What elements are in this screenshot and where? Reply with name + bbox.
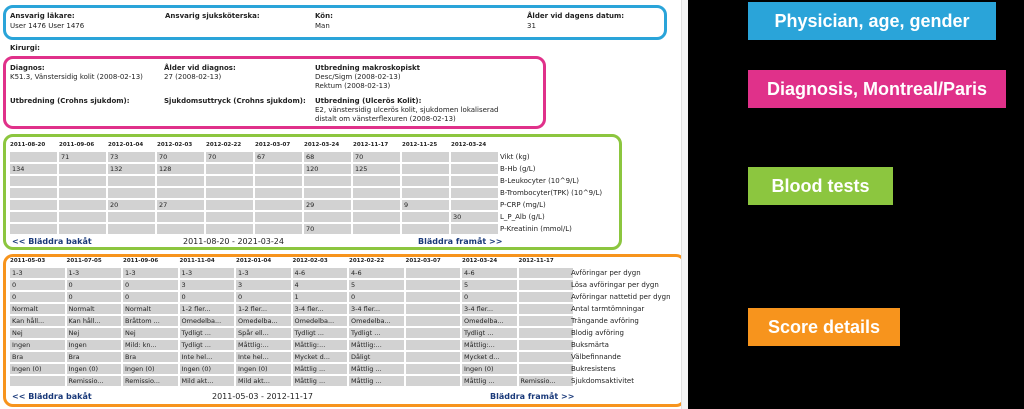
table-cell: Tydligt ...: [180, 328, 235, 338]
date-header: 2012-01-04: [236, 258, 272, 264]
table-cell: [353, 200, 400, 210]
table-cell: [255, 200, 302, 210]
table-cell: [451, 200, 498, 210]
table-cell: [402, 164, 449, 174]
table-cell: [206, 176, 253, 186]
table-cell: 27: [157, 200, 204, 210]
age-at-diagnosis-label: Ålder vid diagnos:: [164, 64, 236, 72]
table-cell: [353, 212, 400, 222]
age-label: Ålder vid dagens datum:: [527, 12, 625, 20]
table-cell: 0: [123, 292, 178, 302]
table-cell: Mycket d...: [462, 352, 517, 362]
table-cell: 1: [293, 292, 348, 302]
table-cell: [451, 176, 498, 186]
date-header: 2012-11-17: [353, 142, 389, 148]
table-cell: [255, 176, 302, 186]
table-cell: [406, 328, 461, 338]
surgery-label: Kirurgi:: [10, 44, 40, 52]
table-cell: [304, 176, 351, 186]
table-cell: [402, 152, 449, 162]
diagnosis-section-box: [3, 56, 546, 129]
date-header: 2012-02-03: [157, 142, 193, 148]
table-cell: 1-3: [123, 268, 178, 278]
table-cell: [59, 200, 106, 210]
table-cell: 4-6: [462, 268, 517, 278]
table-cell: [108, 212, 155, 222]
table-cell: [406, 376, 461, 386]
uc-extent-label: Utbredning (Ulcerös Kolit):: [315, 97, 422, 105]
table-cell: [406, 292, 461, 302]
table-cell: 73: [108, 152, 155, 162]
table-cell: Normalt: [123, 304, 178, 314]
gender-label: Kön:: [315, 12, 333, 20]
table-cell: [402, 224, 449, 234]
table-cell: 3-4 fler...: [349, 304, 404, 314]
table-cell: [10, 188, 57, 198]
date-header: 2012-02-22: [206, 142, 242, 148]
table-cell: Mild akt...: [236, 376, 291, 386]
table-cell: Omedelba...: [462, 316, 517, 326]
table-cell: [157, 224, 204, 234]
table-cell: Tydligt ...: [349, 328, 404, 338]
table-cell: 3: [236, 280, 291, 290]
table-cell: 4-6: [349, 268, 404, 278]
row-label: Lösa avföringar per dygn: [571, 281, 659, 289]
table-cell: [10, 200, 57, 210]
table-cell: [406, 352, 461, 362]
table-cell: [353, 188, 400, 198]
table-cell: [157, 176, 204, 186]
table-cell: 1-3: [10, 268, 65, 278]
table-cell: 4-6: [293, 268, 348, 278]
table-cell: Ingen (0): [236, 364, 291, 374]
legend-blood-tests: Blood tests: [748, 167, 893, 205]
table-cell: 30: [451, 212, 498, 222]
table-cell: Måttlig ...: [349, 364, 404, 374]
table-cell: Nej: [67, 328, 122, 338]
date-header: 2011-05-03: [10, 258, 46, 264]
table-cell: 5: [349, 280, 404, 290]
table-cell: 1-3: [236, 268, 291, 278]
table-cell: Måttlig ...: [293, 376, 348, 386]
table-cell: [406, 268, 461, 278]
row-label: Trängande avföring: [571, 317, 639, 325]
table-cell: Nej: [10, 328, 65, 338]
table-cell: [255, 164, 302, 174]
table-cell: [10, 212, 57, 222]
table-cell: Omedelba...: [236, 316, 291, 326]
date-header: 2012-03-24: [451, 142, 487, 148]
row-label: Antal tarmtömningar: [571, 305, 645, 313]
table-cell: Ingen (0): [462, 364, 517, 374]
table-cell: Spår ell...: [236, 328, 291, 338]
date-header: 2012-02-03: [292, 258, 328, 264]
table-cell: 70: [304, 224, 351, 234]
table-cell: Omedelba...: [293, 316, 348, 326]
row-label: L_P_Alb (g/L): [500, 213, 545, 221]
table-cell: [157, 212, 204, 222]
table-cell: [406, 364, 461, 374]
date-header: 2011-11-04: [179, 258, 215, 264]
table-cell: [206, 188, 253, 198]
blood-browse-forward-link[interactable]: Bläddra framåt >>: [418, 237, 503, 246]
date-header: 2012-02-22: [349, 258, 385, 264]
table-cell: 120: [304, 164, 351, 174]
physician-value: User 1476 User 1476: [10, 22, 85, 30]
table-cell: 3: [180, 280, 235, 290]
row-label: P-Kreatinin (mmol/L): [500, 225, 572, 233]
row-label: B-Trombocyter(TPK) (10^9/L): [500, 189, 603, 197]
table-cell: 68: [304, 152, 351, 162]
table-cell: [59, 176, 106, 186]
diagnosis-value: K51.3, Vänstersidig kolit (2008-02-13): [10, 73, 143, 81]
table-cell: [451, 224, 498, 234]
row-label: Avföringar nattetid per dygn: [571, 293, 671, 301]
table-cell: Måttlig ...: [462, 376, 517, 386]
score-browse-forward-link[interactable]: Bläddra framåt >>: [490, 392, 575, 401]
table-cell: 134: [10, 164, 57, 174]
table-cell: Måttlig:...: [236, 340, 291, 350]
table-cell: [451, 188, 498, 198]
table-cell: 0: [10, 292, 65, 302]
table-cell: 0: [180, 292, 235, 302]
table-cell: Inte hel...: [180, 352, 235, 362]
table-cell: [406, 280, 461, 290]
table-cell: [402, 188, 449, 198]
table-cell: Remissio...: [123, 376, 178, 386]
table-cell: 0: [10, 280, 65, 290]
date-header: 2011-09-06: [59, 142, 95, 148]
table-cell: [255, 224, 302, 234]
table-cell: Bra: [123, 352, 178, 362]
table-cell: [59, 212, 106, 222]
table-cell: 4: [293, 280, 348, 290]
date-header: 2012-03-07: [255, 142, 291, 148]
table-cell: 1-2 fler...: [236, 304, 291, 314]
table-cell: [519, 328, 574, 338]
nurse-label: Ansvarig sjuksköterska:: [165, 12, 260, 20]
table-cell: Remissio...: [519, 376, 574, 386]
table-cell: Normalt: [10, 304, 65, 314]
table-cell: Bra: [10, 352, 65, 362]
row-label: Avföringar per dygn: [571, 269, 641, 277]
table-cell: [255, 188, 302, 198]
date-header: 2012-03-24: [462, 258, 498, 264]
date-header: 2012-11-25: [402, 142, 438, 148]
table-cell: [255, 212, 302, 222]
table-cell: Normalt: [67, 304, 122, 314]
table-cell: Omedelba...: [180, 316, 235, 326]
table-cell: Bra: [67, 352, 122, 362]
row-label: B-Hb (g/L): [500, 165, 536, 173]
table-cell: 0: [462, 292, 517, 302]
table-cell: 3-4 fler...: [462, 304, 517, 314]
table-cell: [108, 224, 155, 234]
table-cell: [353, 224, 400, 234]
table-cell: Ingen (0): [10, 364, 65, 374]
legend-diagnosis: Diagnosis, Montreal/Paris: [748, 70, 1006, 108]
table-cell: [406, 340, 461, 350]
table-cell: [519, 364, 574, 374]
table-cell: 0: [349, 292, 404, 302]
table-cell: 0: [67, 280, 122, 290]
date-header: 2012-11-17: [518, 258, 554, 264]
table-cell: [519, 304, 574, 314]
table-cell: Ingen: [10, 340, 65, 350]
vertical-scrollbar[interactable]: [681, 0, 688, 409]
table-cell: [304, 212, 351, 222]
table-cell: 29: [304, 200, 351, 210]
table-cell: 1-3: [180, 268, 235, 278]
table-cell: 70: [206, 152, 253, 162]
table-cell: 1-2 fler...: [180, 304, 235, 314]
row-label: B-Leukocyter (10^9/L): [500, 177, 580, 185]
physician-label: Ansvarig läkare:: [10, 12, 75, 20]
table-cell: 0: [67, 292, 122, 302]
table-cell: 0: [123, 280, 178, 290]
table-cell: Omedelba...: [349, 316, 404, 326]
table-cell: Ingen (0): [180, 364, 235, 374]
table-cell: [519, 292, 574, 302]
table-cell: 9: [402, 200, 449, 210]
age-at-diagnosis-value: 27 (2008-02-13): [164, 73, 222, 81]
table-cell: [59, 188, 106, 198]
macroscopic-extent-label: Utbredning makroskopiskt: [315, 64, 421, 72]
table-cell: [519, 316, 574, 326]
table-cell: [519, 268, 574, 278]
score-browse-back-link[interactable]: << Bläddra bakåt: [12, 392, 92, 401]
row-label: Vikt (kg): [500, 153, 530, 161]
uc-extent-line2: distalt om vänsterflexuren (2008-02-13): [315, 115, 456, 123]
table-cell: [406, 316, 461, 326]
macroscopic-extent-line2: Rektum (2008-02-13): [315, 82, 391, 90]
table-cell: [10, 152, 57, 162]
table-cell: 70: [353, 152, 400, 162]
table-cell: Mycket d...: [293, 352, 348, 362]
table-cell: [108, 188, 155, 198]
date-header: 2011-09-06: [123, 258, 159, 264]
table-cell: [157, 188, 204, 198]
table-cell: [206, 164, 253, 174]
row-label: P-CRP (mg/L): [500, 201, 546, 209]
table-cell: [59, 164, 106, 174]
table-cell: Bråttom ...: [123, 316, 178, 326]
table-cell: Kan håll...: [67, 316, 122, 326]
table-cell: [59, 224, 106, 234]
legend-physician: Physician, age, gender: [748, 2, 996, 40]
physician-section-box: [3, 5, 667, 40]
table-cell: [10, 224, 57, 234]
table-cell: [304, 188, 351, 198]
table-cell: [206, 200, 253, 210]
table-cell: [402, 176, 449, 186]
table-cell: 20: [108, 200, 155, 210]
row-label: Sjukdomsaktivitet: [571, 377, 634, 385]
date-header: 2012-03-07: [405, 258, 441, 264]
table-cell: Måttlig ...: [293, 364, 348, 374]
table-cell: [451, 152, 498, 162]
table-cell: [353, 176, 400, 186]
table-cell: [10, 176, 57, 186]
table-cell: [519, 340, 574, 350]
table-cell: Ingen (0): [123, 364, 178, 374]
crohn-behaviour-label: Sjukdomsuttryck (Crohns sjukdom):: [164, 97, 306, 105]
table-cell: Tydligt ...: [180, 340, 235, 350]
table-cell: Ingen (0): [67, 364, 122, 374]
row-label: Välbefinnande: [571, 353, 621, 361]
diagnosis-label: Diagnos:: [10, 64, 45, 72]
table-cell: [451, 164, 498, 174]
row-label: Bukresistens: [571, 365, 616, 373]
table-cell: 3-4 fler...: [293, 304, 348, 314]
blood-date-range: 2011-08-20 - 2021-03-24: [183, 237, 284, 246]
table-cell: Måttlig ...: [349, 376, 404, 386]
table-cell: [108, 176, 155, 186]
table-cell: Måttlig:...: [293, 340, 348, 350]
table-cell: 5: [462, 280, 517, 290]
table-cell: 0: [236, 292, 291, 302]
table-cell: 1-3: [67, 268, 122, 278]
table-cell: [10, 376, 65, 386]
table-cell: Tydligt ...: [293, 328, 348, 338]
legend-panel: [688, 0, 1024, 409]
table-cell: [406, 304, 461, 314]
date-header: 2011-07-05: [66, 258, 102, 264]
score-date-range: 2011-05-03 - 2012-11-17: [212, 392, 313, 401]
table-cell: Tydligt ...: [462, 328, 517, 338]
table-cell: [206, 212, 253, 222]
table-cell: [519, 280, 574, 290]
table-cell: Mild: kn...: [123, 340, 178, 350]
table-cell: 70: [157, 152, 204, 162]
date-header: 2012-03-24: [304, 142, 340, 148]
table-cell: Kan håll...: [10, 316, 65, 326]
date-header: 2012-01-04: [108, 142, 144, 148]
row-label: Blodig avföring: [571, 329, 624, 337]
table-cell: Dåligt: [349, 352, 404, 362]
table-cell: Måttlig:...: [462, 340, 517, 350]
table-cell: 67: [255, 152, 302, 162]
table-cell: Ingen: [67, 340, 122, 350]
table-cell: 71: [59, 152, 106, 162]
date-header: 2011-08-20: [10, 142, 46, 148]
table-cell: Måttlig:...: [349, 340, 404, 350]
row-label: Buksmärta: [571, 341, 609, 349]
blood-browse-back-link[interactable]: << Bläddra bakåt: [12, 237, 92, 246]
table-cell: Mild akt...: [180, 376, 235, 386]
gender-value: Man: [315, 22, 330, 30]
age-value: 31: [527, 22, 536, 30]
crohn-extent-label: Utbredning (Crohns sjukdom):: [10, 97, 130, 105]
table-cell: 128: [157, 164, 204, 174]
legend-score-details: Score details: [748, 308, 900, 346]
table-cell: [402, 212, 449, 222]
table-cell: 132: [108, 164, 155, 174]
table-cell: [206, 224, 253, 234]
table-cell: Nej: [123, 328, 178, 338]
table-cell: Remissio...: [67, 376, 122, 386]
uc-extent-line1: E2, vänstersidig ulcerös kolit, sjukdomen lokaliserad: [315, 106, 499, 114]
macroscopic-extent-line1: Desc/Sigm (2008-02-13): [315, 73, 401, 81]
table-cell: Inte hel...: [236, 352, 291, 362]
table-cell: [519, 352, 574, 362]
table-cell: 125: [353, 164, 400, 174]
